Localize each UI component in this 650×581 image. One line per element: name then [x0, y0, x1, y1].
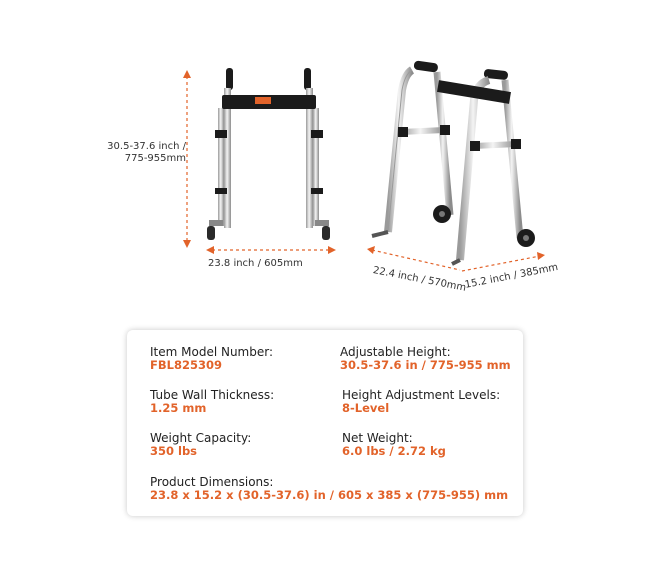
front-width-dimension-label: 23.8 inch / 605mm — [208, 258, 303, 269]
spec-value: 8-Level — [342, 401, 390, 415]
spec-net-weight — [342, 432, 446, 458]
spec-model — [150, 346, 273, 372]
brand-logo-icon — [255, 97, 271, 104]
spec-label: Product Dimensions: — [150, 475, 274, 489]
front-view-walker — [207, 68, 330, 240]
spec-value: FBL825309 — [150, 358, 222, 372]
spec-label: Height Adjustment Levels: — [342, 388, 501, 402]
spec-product-dimensions — [150, 476, 508, 502]
spec-value: 23.8 x 15.2 x (30.5-37.6) in / 605 x 385 x (775-955) mm — [150, 488, 509, 502]
spec-value: 30.5-37.6 in / 775-955 mm — [340, 358, 511, 372]
spec-weight-capacity — [150, 432, 251, 458]
spec-height — [340, 346, 511, 372]
side-width-dimension-label: 22.4 inch / 570mm — [371, 265, 467, 294]
spec-label: Adjustable Height: — [340, 345, 451, 359]
spec-adjustment-levels — [342, 389, 500, 415]
spec-value: 1.25 mm — [150, 401, 207, 415]
side-depth-dimension-label: 15.2 inch / 385mm — [464, 261, 560, 291]
spec-value: 6.0 lbs / 2.72 kg — [342, 444, 446, 458]
height-dimension-label: 30.5-37.6 inch / 775-955mm — [107, 141, 186, 164]
spec-label: Weight Capacity: — [150, 431, 252, 445]
spec-card — [127, 330, 523, 516]
spec-label: Item Model Number: — [150, 345, 274, 359]
spec-wall-thickness — [150, 389, 274, 415]
front-width-arrow — [206, 246, 336, 254]
side-view-walker — [372, 60, 535, 264]
spec-label: Net Weight: — [342, 431, 413, 445]
spec-value: 350 lbs — [150, 444, 198, 458]
spec-label: Tube Wall Thickness: — [150, 388, 275, 402]
